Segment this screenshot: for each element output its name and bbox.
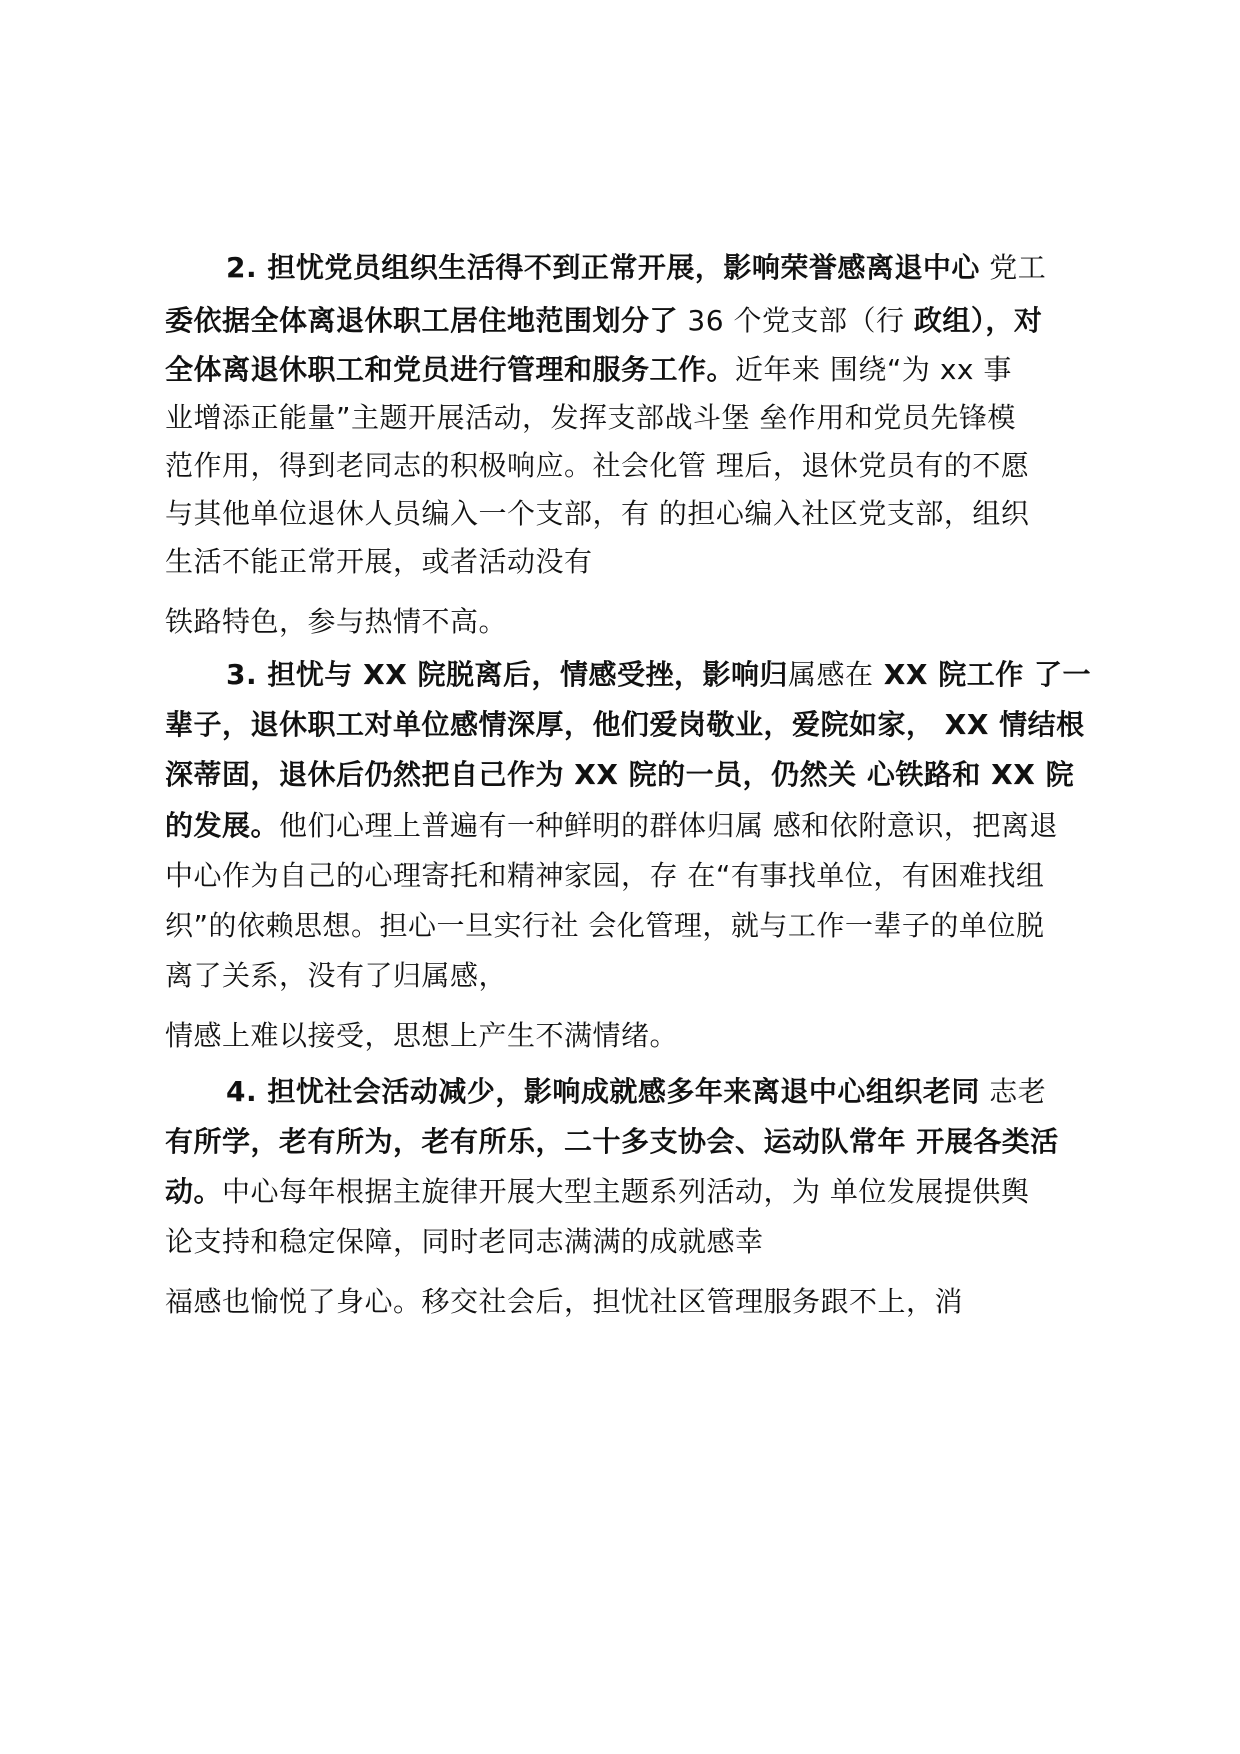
text-run: 近年来 围绕“为 xx 事 — [735, 353, 1012, 386]
paragraph-4-line-2: 有所学，老有所为，老有所乐，二十多支协会、运动队常年 开展各类活 — [165, 1125, 1059, 1158]
paragraph-2-line-1 — [226, 248, 1156, 288]
paragraph-2-line-6: 与其他单位退休人员编入一个支部，有 的担心编入社区党支部，组织 — [165, 497, 1030, 530]
paragraph-2-line-5: 范作用，得到老同志的积极响应。社会化管 理后，退休党员有的不愿 — [165, 449, 1030, 482]
text-run-bold: XX 院工作 了一 — [873, 658, 1091, 691]
text-run: 他们心理上普遍有一种鲜明的群体归属 感和依附意识，把离退 — [279, 809, 1058, 842]
text-run: 中心每年根据主旋律开展大型主题系列活动，为 单位发展提供舆 — [222, 1175, 1030, 1208]
text-run: 党工 — [979, 251, 1047, 284]
paragraph-2-line-2 — [165, 301, 1095, 341]
paragraph-3-line-5: 中心作为自己的心理寄托和精神家园，存 在“有事找单位，有困难找组 — [165, 859, 1045, 892]
paragraph-4-line-1 — [226, 1072, 1156, 1112]
paragraph-4-line-4: 论支持和稳定保障，同时老同志满满的成就感幸 — [165, 1225, 764, 1258]
text-run-bold: 全体离退休职工和党员进行管理和服务工作。 — [165, 353, 736, 386]
paragraph-3-line-6: 织”的依赖思想。担心一旦实行社 会化管理，就与工作一辈子的单位脱 — [165, 909, 1045, 942]
paragraph-3-line-7: 离了关系，没有了归属感， — [165, 959, 508, 992]
paragraph-3-line-1 — [226, 655, 1156, 695]
paragraph-2-line-8: 铁路特色，参与热情不高。 — [165, 605, 508, 638]
heading-3: 3. 担忧与 XX 院脱离后，情感受挫，影响归 — [226, 658, 789, 691]
paragraph-3-line-4 — [165, 806, 1095, 846]
text-run-bold: 政组），对 — [913, 304, 1043, 337]
text-run-bold: 动。 — [165, 1175, 223, 1208]
text-run-bold: 委依据全体离退休职工居住地范围划分了 — [165, 304, 679, 337]
text-run: 属感在 — [788, 658, 874, 691]
paragraph-2-line-7: 生活不能正常开展，或者活动没有 — [165, 545, 593, 578]
paragraph-3-line-3: 深蒂固，退休后仍然把自己作为 XX 院的一员，仍然关 心铁路和 XX 院 — [165, 758, 1075, 791]
paragraph-3-line-2: 辈子，退休职工对单位感情深厚，他们爱岗敬业，爱院如家， XX 情结根 — [165, 708, 1085, 741]
text-run-bold: 的发展。 — [165, 809, 280, 842]
heading-4: 4. 担忧社会活动减少，影响成就感多年来离退中心组织老同 — [226, 1075, 980, 1108]
heading-2: 2. 担忧党员组织生活得不到正常开展，影响荣誉感离退中心 — [226, 251, 980, 284]
text-run: 志老 — [979, 1075, 1047, 1108]
paragraph-4-line-5: 福感也愉悦了身心。移交社会后，担忧社区管理服务跟不上，消 — [165, 1285, 964, 1318]
text-run: 36 个党支部（行 — [678, 304, 914, 337]
paragraph-2-line-4: 业增添正能量”主题开展活动，发挥支部战斗堡 垒作用和党员先锋模 — [165, 401, 1016, 434]
paragraph-3-line-8: 情感上难以接受，思想上产生不满情绪。 — [165, 1019, 679, 1052]
paragraph-2-line-3 — [165, 350, 1095, 390]
paragraph-4-line-3 — [165, 1172, 1095, 1212]
